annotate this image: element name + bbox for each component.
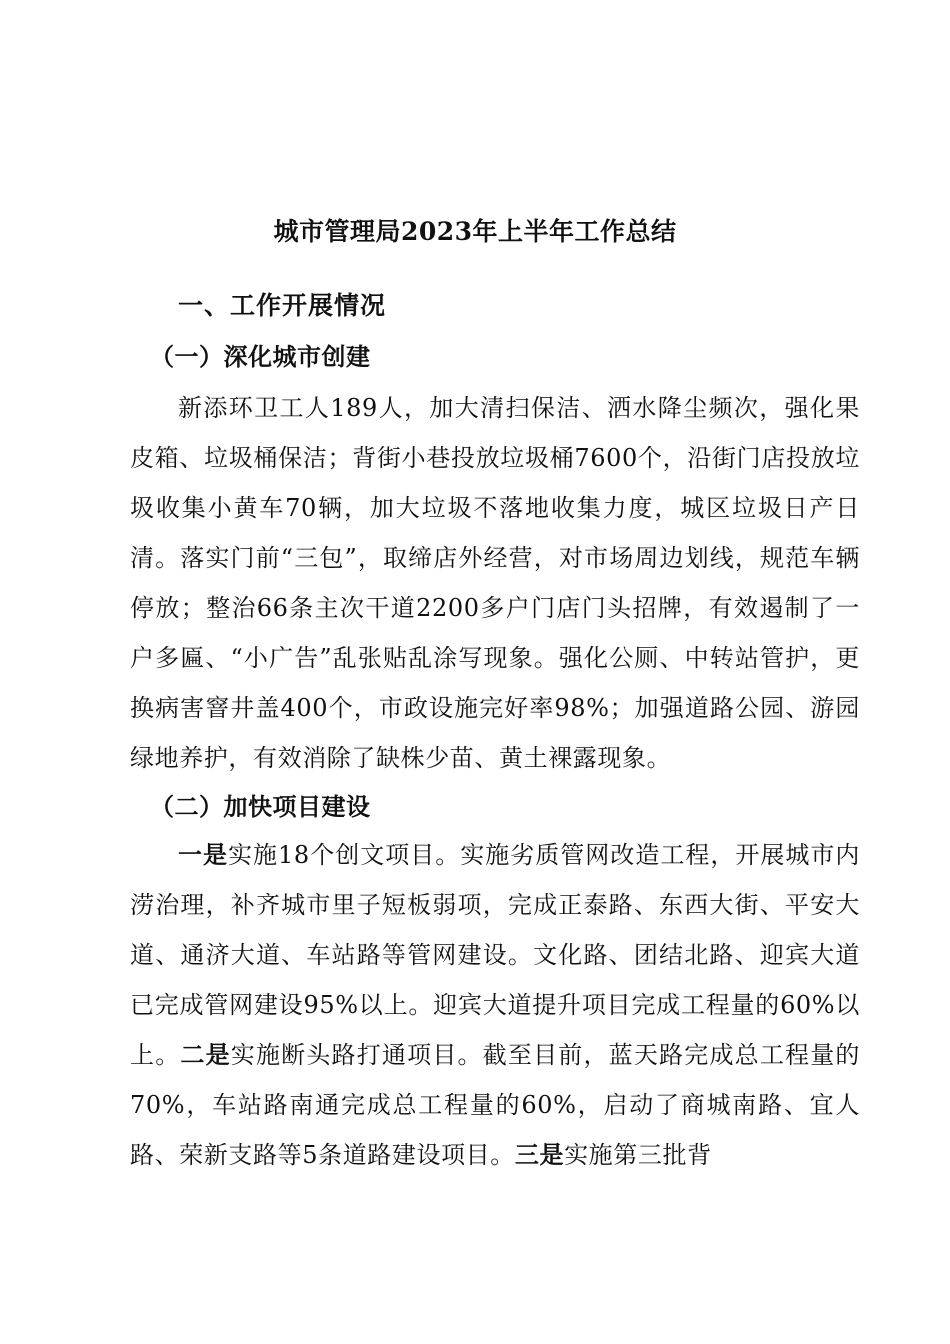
item-2-label: 二是 <box>180 1040 231 1069</box>
document-title: 城市管理局2023年上半年工作总结 <box>273 217 677 246</box>
item-1-text: 实施18个创文项目。实施劣质管网改造工程，开展城市内涝治理，补齐城市里子短板弱项，完成正泰路、东西大街、平安大道、通济大道、车站路等管网建设。文化路、团结北路、迎宾大道已完成管网建设95%以上。迎宾大道提升项目完成工程量的60%以上。 <box>130 841 861 1069</box>
subsection-heading-city-creation: （一）深化城市创建 <box>150 342 371 371</box>
item-2-text: 实施断头路打通项目。截至目前，蓝天路完成总工程量的70%，车站路南通完成总工程量的60%，启动了商城南路、宜人路、荣新支路等5条道路建设项目。 <box>130 1041 861 1169</box>
section-heading-work-progress: 一、工作开展情况 <box>178 291 387 320</box>
item-3-text: 实施第三批背 <box>564 1141 712 1169</box>
paragraph-project-construction <box>130 830 860 1180</box>
item-3-label: 三是 <box>514 1140 565 1169</box>
item-1-label: 一是 <box>178 840 229 869</box>
subsection-heading-project-construction: （二）加快项目建设 <box>150 792 371 821</box>
paragraph-city-creation: 新添环卫工人189人，加大清扫保洁、洒水降尘频次，强化果皮箱、垃圾桶保洁；背街小巷投放垃圾桶7600个，沿街门店投放垃圾收集小黄车70辆，加大垃圾不落地收集力度，城区垃圾日产日清。落实门前“三包”，取缔店外经营，对市场周边划线，规范车辆停放；整治66条主次干道2200多户门店门头招牌，有效遏制了一户多匾、“小广告”乱张贴乱涂写现象。强化公厕、中转站管护，更换病害窨井盖400个，市政设施完好率98%；加强道路公园、游园绿地养护，有效消除了缺株少苗、黄土裸露现象。 <box>130 394 860 772</box>
